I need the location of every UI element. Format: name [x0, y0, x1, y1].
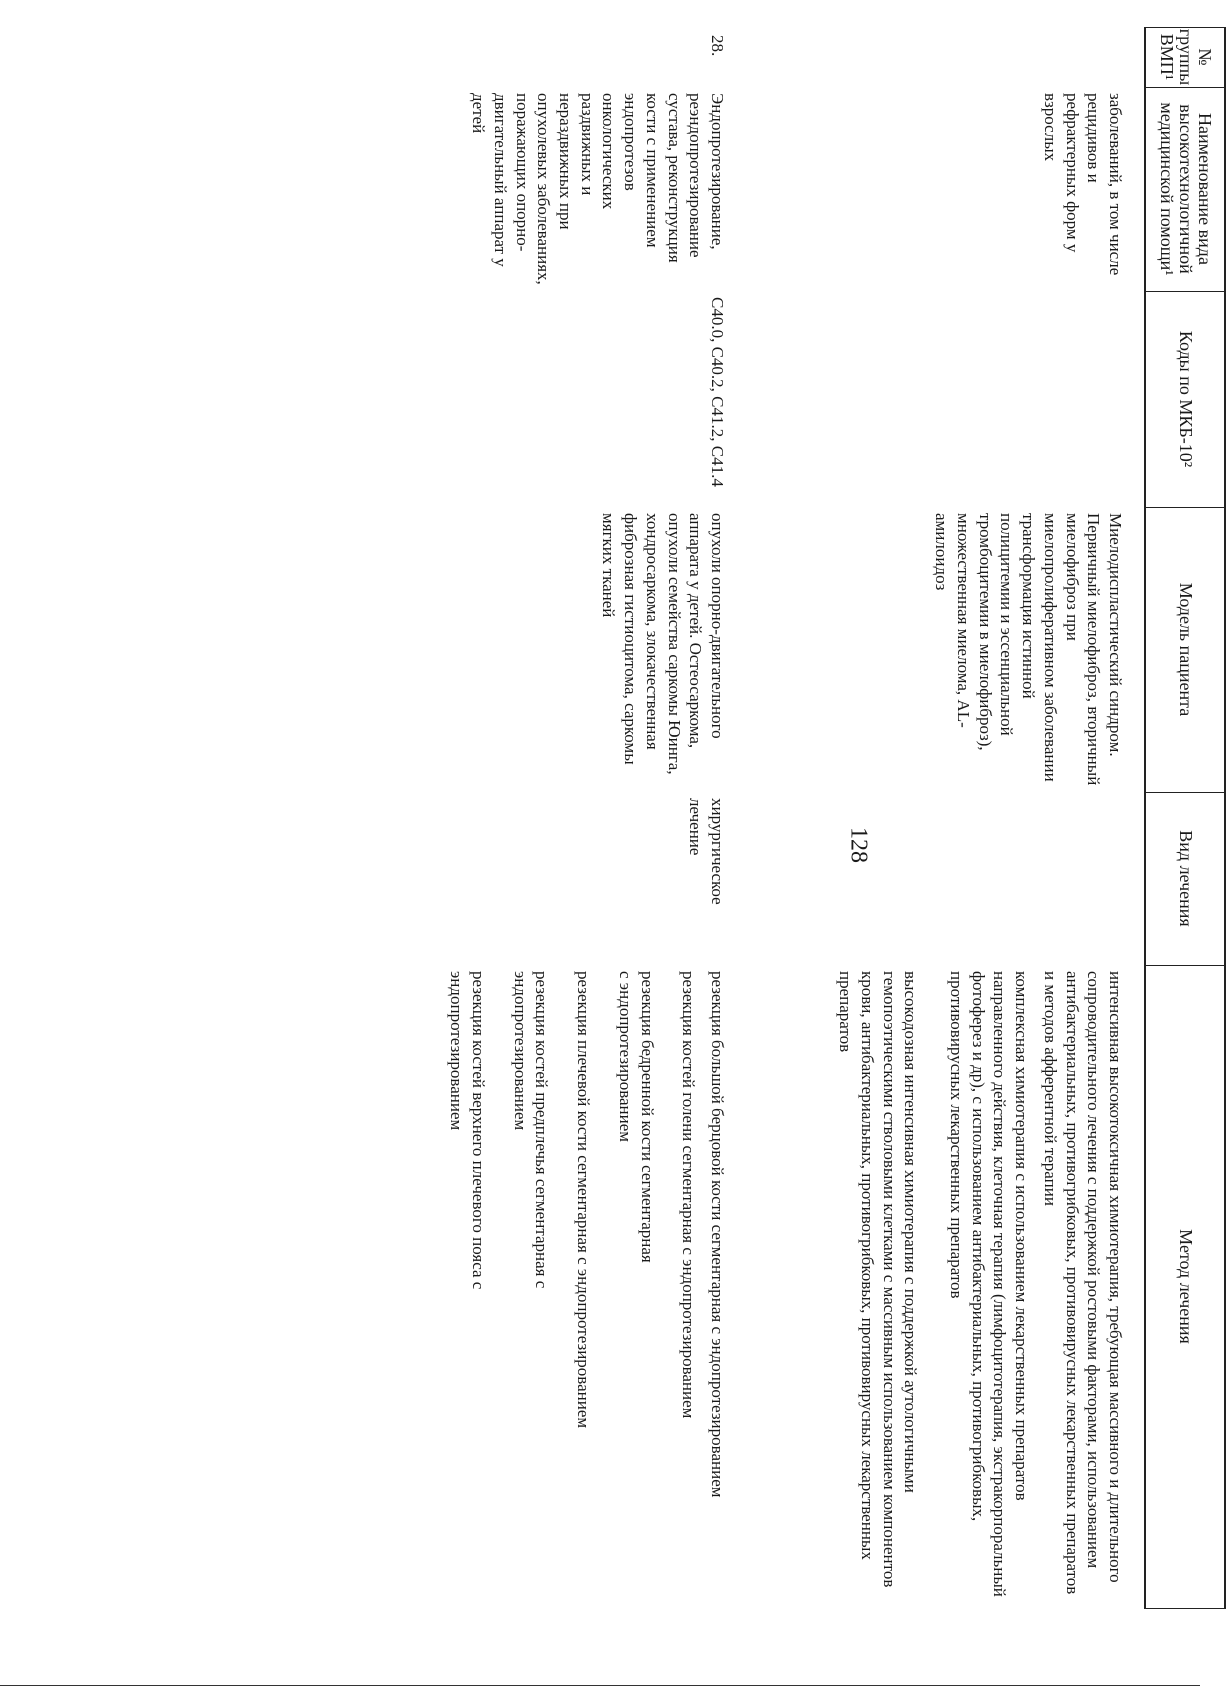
- row2-methods: [446, 971, 728, 1603]
- treatment-method-item: резекция плечевой кости сегментарная с эндопротезированием: [574, 971, 594, 1429]
- row1-methods: [835, 971, 1126, 1603]
- header-line: группы: [1176, 28, 1197, 86]
- header-line: ВМП¹: [1157, 33, 1178, 81]
- header-codes: Коды по МКБ-10²: [1176, 330, 1197, 468]
- services-table: [150, 27, 1226, 1609]
- row2-treatment-type: хирургическое лечение: [686, 798, 727, 905]
- header-patient-model: Модель пациента: [1176, 582, 1197, 717]
- page-bottom-rule: [0, 1685, 1200, 1686]
- treatment-method-item: резекция бедренной кости сегментарная с эндопротезированием: [615, 971, 657, 1263]
- row1-name: заболеваний, в том числе рецидивов и рефрактерных форм у взрослых: [1040, 93, 1125, 276]
- treatment-method-item: резекция костей голени сегментарная с эндопротезированием: [679, 971, 699, 1419]
- header-treatment-method: Метод лечения: [1176, 1229, 1197, 1344]
- row2-codes: C40.0, C40.2, C41.2, C41.4: [708, 297, 727, 487]
- treatment-method-item: резекция костей верхнего плечевого пояса с эндопротезированием: [447, 971, 489, 1290]
- row2-name: Эндопротезирование, реэндопротезирование сустава, реконструкция кости с применением эндопротезов онкологических раздвижных и нераздвижных при опухолевых заболеваниях, поражающих опорно-двигательный аппарат у детей: [469, 93, 727, 285]
- treatment-method-item: резекция большой берцовой кости сегментарная с эндопротезированием: [708, 971, 727, 1498]
- header-treatment-type: Вид лечения: [1176, 830, 1197, 927]
- treatment-method-item: интенсивная высокотоксичная химиотерапия, требующая массивного и длительного сопроводительного лечения с поддержкой ростовыми факторами, использованием антибактериальных, противогрибковых, противовирусных лекарственных препаратов и методов афферентной терапии: [1040, 971, 1125, 1595]
- treatment-method-item: резекция костей предплечья сегментарная с эндопротезированием: [510, 971, 552, 1289]
- col-divider: [1146, 1608, 1226, 1609]
- header-line: медицинской помощи¹: [1157, 102, 1178, 276]
- rotated-page-content: [150, 27, 1226, 1609]
- header-line: Наименование вида: [1195, 113, 1216, 265]
- treatment-method-item: высокодозная интенсивная химиотерапия с поддержкой аутологичными гемопоэтическими стволовыми клетками с массивным использованием компонентов крови, антибактериальных, противогрибковых, противовирусных лекарственных препаратов: [836, 971, 921, 1588]
- treatment-method-item: комплексная химиотерапия с использованием лекарственных препаратов направленного действия, клеточная терапия (лимфоцитотерапия, экстракорпоральный фотоферез и др), с использованием антибактериальных, противогрибковых, противовирусных лекарственных препаратов: [947, 971, 1032, 1597]
- row2-patient-model: опухоли опорно-двигательного аппарата у детей. Остеосаркома, опухоли семейства саркомы Юинга, хондросаркома, злокачественная фиброзная гистиоцитома, саркомы мягких тканей: [599, 513, 727, 775]
- header-line: высокотехнологичной: [1176, 104, 1197, 274]
- page-number: 128: [845, 827, 872, 863]
- row2-group-no: 28.: [708, 35, 727, 57]
- header-name: [1146, 87, 1226, 291]
- header-line: №: [1195, 48, 1216, 66]
- header-group-no: [1146, 27, 1226, 87]
- row1-patient-model: Миелодиспластический синдром. Первичный миелофиброз, вторичный миелофиброз при миелопролиферативном заболевании трансформация истинной полицитемии и эссенциальной тромбоцитемии в миелофиброз), множественная миелома, AL-амилоидоз: [932, 513, 1125, 786]
